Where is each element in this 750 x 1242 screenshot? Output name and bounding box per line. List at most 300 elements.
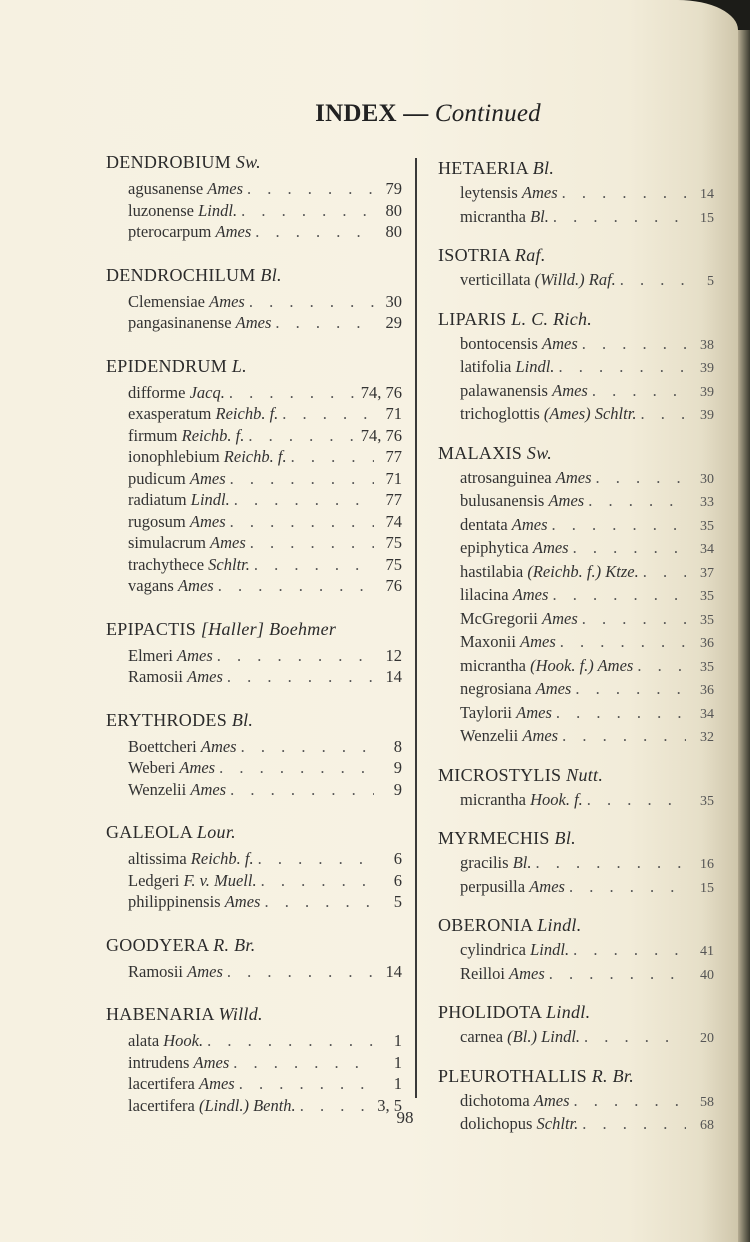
- species-list: [438, 852, 714, 899]
- leader-dots: [569, 537, 686, 559]
- page-ref: 16: [700, 857, 714, 872]
- species-list: [106, 736, 402, 801]
- species-author: Ames: [516, 702, 552, 722]
- leader-dots: [245, 291, 374, 313]
- species-name: Taylorii: [460, 702, 512, 722]
- species-author: Ames: [235, 313, 272, 332]
- genus-section: [106, 708, 402, 801]
- species-list: [106, 291, 402, 334]
- genus-section: [106, 150, 402, 243]
- index-entry: [128, 532, 402, 554]
- genus-author: Sw.: [235, 152, 261, 172]
- index-entry: [128, 554, 402, 576]
- leader-dots: [260, 891, 374, 913]
- leader-dots: [548, 514, 686, 536]
- species-author: Ames: [533, 1090, 570, 1110]
- genus-heading: [438, 307, 714, 331]
- genus-heading: [106, 263, 402, 287]
- genus-name: LIPARIS: [438, 308, 507, 329]
- page-ref: 77: [385, 447, 402, 466]
- species-name: Maxonii: [460, 632, 516, 651]
- species-author: Ames: [207, 179, 244, 198]
- leader-dots: [583, 789, 686, 811]
- leader-dots: [554, 356, 686, 378]
- index-entry: [460, 655, 714, 679]
- leader-dots: [532, 852, 687, 874]
- genus-name: GOODYERA: [106, 934, 209, 955]
- page-ref: 35: [700, 659, 714, 675]
- species-author: Ames: [187, 667, 223, 686]
- genus-author: Willd.: [218, 1004, 263, 1024]
- genus-name: MYRMECHIS: [438, 828, 550, 848]
- species-name: Weberi: [128, 758, 176, 777]
- species-name: micrantha: [460, 206, 526, 226]
- genus-section: [438, 441, 714, 749]
- species-name: pterocarpum: [128, 222, 212, 241]
- genus-name: GALEOLA: [106, 822, 193, 842]
- species-name: dolichopus: [460, 1114, 533, 1133]
- species-name: Elmeri: [128, 645, 173, 665]
- leader-dots: [229, 1052, 374, 1074]
- index-column-right: [438, 156, 714, 1137]
- species-name: leytensis: [460, 183, 518, 202]
- page-ref: 76: [385, 576, 402, 595]
- species-author: Ames: [509, 963, 545, 983]
- species-author: (Hook. f.) Ames: [530, 655, 634, 675]
- page-ref: 34: [700, 706, 714, 722]
- species-name: pangasinanense: [128, 313, 232, 332]
- species-name: atrosanguinea: [460, 467, 552, 487]
- index-entry: [460, 490, 714, 514]
- species-author: Schltr.: [536, 1114, 579, 1133]
- leader-dots: [237, 200, 374, 222]
- page-ref: 30: [700, 471, 714, 487]
- page-ref: 71: [385, 468, 402, 488]
- genus-name: EPIPACTIS: [106, 618, 197, 639]
- index-entry: [460, 1026, 714, 1050]
- species-list: [106, 1030, 402, 1116]
- species-author: Ames: [224, 892, 261, 911]
- page-ref: 20: [700, 1031, 714, 1046]
- leader-dots: [616, 269, 686, 291]
- page-ref: 30: [385, 291, 402, 311]
- species-name: luzonense: [128, 200, 194, 220]
- index-entry: [128, 575, 402, 597]
- species-name: altissima: [128, 849, 187, 868]
- genus-name: ISOTRIA: [438, 245, 511, 265]
- page-ref: 39: [700, 384, 714, 400]
- page-ref: 71: [385, 404, 402, 423]
- leader-dots: [235, 1073, 374, 1095]
- species-name: lacertifera: [128, 1095, 195, 1115]
- genus-section: [438, 1000, 714, 1050]
- species-author: Bl.: [530, 206, 549, 226]
- genus-section: [106, 263, 402, 334]
- leader-dots: [278, 403, 374, 425]
- genus-author: Raf.: [514, 245, 546, 265]
- species-author: Reichb. f.: [190, 849, 254, 868]
- species-name: vagans: [128, 576, 174, 595]
- species-name: firmum: [128, 425, 178, 445]
- species-list: [438, 333, 714, 427]
- genus-heading: [438, 763, 714, 787]
- page-ref: 35: [700, 518, 714, 534]
- leader-dots: [223, 666, 374, 688]
- index-entry: [460, 380, 714, 404]
- index-entry: [128, 779, 402, 801]
- page-ref: 35: [700, 612, 714, 628]
- species-name: philippinensis: [128, 892, 221, 911]
- page-ref: 58: [700, 1094, 714, 1110]
- index-entry: [460, 561, 714, 585]
- species-author: Ames: [522, 726, 559, 745]
- genus-author: Sw.: [526, 442, 552, 463]
- leader-dots: [226, 468, 374, 490]
- page-ref: 35: [700, 793, 714, 809]
- index-entry: [128, 291, 402, 313]
- page-ref: 37: [700, 565, 714, 581]
- genus-author: R. Br.: [213, 934, 256, 955]
- species-name: Ramosii: [128, 961, 184, 981]
- genus-heading: [438, 156, 714, 180]
- index-entry: [460, 333, 714, 357]
- genus-author: Bl.: [554, 828, 576, 848]
- index-entry: [460, 182, 714, 206]
- column-divider: [415, 158, 417, 1098]
- species-list: [438, 1026, 714, 1050]
- species-author: Ames: [177, 576, 214, 595]
- leader-dots: [246, 532, 374, 554]
- leader-dots: [250, 554, 374, 576]
- species-author: Ames: [542, 608, 578, 628]
- leader-dots: [584, 490, 686, 512]
- species-author: Lindl.: [530, 940, 570, 959]
- leader-dots: [203, 1030, 374, 1052]
- species-author: Jacq.: [189, 382, 225, 402]
- genus-section: [106, 354, 402, 597]
- genus-author: Lindl.: [546, 1002, 591, 1022]
- index-entry: [460, 269, 714, 293]
- leader-dots: [639, 561, 686, 583]
- genus-author: Bl.: [532, 158, 555, 178]
- index-entry: [460, 608, 714, 632]
- leader-dots: [287, 446, 374, 468]
- leader-dots: [254, 848, 374, 870]
- species-author: Ames: [209, 291, 245, 311]
- index-entry: [128, 891, 402, 913]
- page-ref: 14: [385, 961, 402, 981]
- index-entry: [128, 736, 402, 758]
- species-name: radiatum: [128, 490, 187, 509]
- page-ref: 74, 76: [360, 382, 402, 402]
- genus-author: L. C. Rich.: [511, 308, 593, 329]
- index-entry: [460, 356, 714, 380]
- species-author: Bl.: [512, 853, 532, 872]
- leader-dots: [244, 425, 354, 447]
- species-name: intrudens: [128, 1052, 190, 1072]
- species-name: micrantha: [460, 789, 526, 809]
- page-ref: 1: [393, 1031, 402, 1050]
- index-entry: [460, 939, 714, 963]
- index-entry: [128, 870, 402, 892]
- species-name: Boettcheri: [128, 736, 197, 756]
- leader-dots: [558, 182, 686, 204]
- index-entry: [460, 514, 714, 538]
- leader-dots: [548, 584, 686, 606]
- index-entry: [128, 1052, 402, 1074]
- index-entry: [128, 1030, 402, 1052]
- species-author: Ames: [521, 183, 558, 202]
- index-entry: [128, 221, 402, 243]
- genus-section: [106, 933, 402, 983]
- page-ref: 5: [393, 892, 402, 911]
- index-entry: [460, 963, 714, 987]
- page-ref: 79: [385, 179, 402, 198]
- genus-heading: [106, 1002, 402, 1026]
- species-name: trichoglottis: [460, 404, 540, 423]
- species-author: (Lindl.) Benth.: [198, 1095, 296, 1115]
- genus-name: MICROSTYLIS: [438, 764, 562, 785]
- page-ref: 35: [700, 589, 714, 604]
- page-ref: 14: [385, 667, 402, 686]
- species-author: Ames: [210, 533, 246, 552]
- leader-dots: [569, 939, 686, 961]
- species-author: Ames: [189, 511, 226, 531]
- species-name: bontocensis: [460, 333, 538, 353]
- index-entry: [128, 468, 402, 490]
- species-author: (Ames) Schltr.: [543, 404, 637, 423]
- genus-section: [438, 826, 714, 899]
- page-ref: 15: [700, 210, 714, 226]
- species-name: alata: [128, 1031, 160, 1050]
- leader-dots: [633, 655, 686, 677]
- genus-name: OBERONIA: [438, 915, 533, 935]
- species-name: Ledgeri: [128, 870, 180, 890]
- index-entry: [128, 645, 402, 667]
- index-entry: [128, 312, 402, 334]
- species-name: palawanensis: [460, 380, 548, 400]
- genus-heading: [106, 617, 402, 641]
- index-entry: [460, 702, 714, 726]
- species-author: Ames: [177, 645, 213, 665]
- leader-dots: [213, 645, 374, 667]
- index-column-left: [106, 150, 402, 1116]
- index-entry: [128, 1073, 402, 1095]
- leader-dots: [243, 178, 374, 200]
- index-entry: [128, 178, 402, 200]
- leader-dots: [271, 312, 374, 334]
- species-author: Hook. f.: [530, 789, 583, 809]
- species-author: (Bl.) Lindl.: [507, 1027, 581, 1046]
- leader-dots: [580, 1026, 686, 1048]
- species-author: Lindl.: [198, 200, 238, 220]
- page-ref: 1: [393, 1074, 402, 1093]
- species-author: (Willd.) Raf.: [534, 270, 616, 289]
- leader-dots: [251, 221, 374, 243]
- genus-name: DENDROBIUM: [106, 152, 232, 172]
- index-entry: [128, 403, 402, 425]
- index-entry: [128, 200, 402, 222]
- species-name: dentata: [460, 514, 508, 534]
- leader-dots: [237, 736, 374, 758]
- species-author: Ames: [532, 538, 569, 557]
- genus-section: [106, 1002, 402, 1116]
- page-ref: 15: [700, 880, 714, 896]
- species-list: [106, 382, 402, 597]
- genus-name: HABENARIA: [106, 1004, 214, 1024]
- page-ref: 38: [700, 337, 714, 353]
- species-list: [438, 939, 714, 986]
- species-name: lilacina: [460, 585, 509, 604]
- species-name: epiphytica: [460, 538, 529, 557]
- page-edge: [738, 30, 750, 1242]
- index-entry: [460, 876, 714, 900]
- index-entry: [460, 206, 714, 230]
- species-name: cylindrica: [460, 940, 526, 959]
- species-name: trachythece: [128, 554, 205, 574]
- species-name: carnea: [460, 1027, 504, 1046]
- species-name: micrantha: [460, 655, 526, 675]
- leader-dots: [588, 380, 686, 402]
- leader-dots: [215, 757, 374, 779]
- species-name: verticillata: [460, 270, 531, 289]
- species-list: [438, 269, 714, 293]
- species-name: hastilabia: [460, 561, 524, 581]
- species-author: Ames: [542, 333, 578, 353]
- genus-name: MALAXIS: [438, 442, 523, 463]
- genus-author: [Haller] Boehmer: [200, 618, 337, 639]
- genus-heading: [438, 1064, 714, 1088]
- species-name: Wenzelii: [460, 726, 519, 745]
- index-entry: [460, 725, 714, 749]
- genus-section: [438, 307, 714, 427]
- species-author: F. v. Muell.: [183, 870, 257, 890]
- page-ref: 3, 5: [377, 1095, 402, 1115]
- species-name: Reilloi: [460, 963, 505, 983]
- species-author: Ames: [189, 468, 226, 488]
- page-ref: 9: [393, 779, 402, 799]
- species-author: Ames: [190, 779, 227, 799]
- page-ref: 68: [700, 1118, 714, 1133]
- page-ref: 39: [700, 361, 714, 376]
- species-list: [106, 848, 402, 913]
- leader-dots: [578, 333, 686, 355]
- genus-heading: [438, 441, 714, 465]
- index-entry: [128, 446, 402, 468]
- page-ref: 36: [700, 683, 714, 698]
- page-ref: 36: [700, 636, 714, 651]
- page-ref: 34: [700, 542, 714, 557]
- page-ref: 39: [700, 408, 714, 423]
- species-name: Wenzelii: [128, 779, 187, 799]
- page-ref: 75: [385, 533, 402, 552]
- genus-heading: [106, 150, 402, 174]
- index-entry: [460, 467, 714, 491]
- index-entry: [460, 631, 714, 655]
- species-author: Hook.: [163, 1031, 204, 1050]
- species-name: rugosum: [128, 511, 186, 531]
- species-name: gracilis: [460, 853, 509, 872]
- genus-name: HETAERIA: [438, 158, 528, 178]
- genus-name: PLEUROTHALLIS: [438, 1065, 587, 1086]
- page-ref: 80: [385, 200, 402, 220]
- species-author: Ames: [193, 1052, 230, 1072]
- genus-heading: [438, 1000, 714, 1024]
- species-name: McGregorii: [460, 608, 538, 628]
- leader-dots: [545, 963, 686, 985]
- genus-name: EPIDENDRUM: [106, 355, 228, 376]
- species-list: [438, 789, 714, 813]
- genus-author: Lindl.: [537, 915, 582, 935]
- leader-dots: [225, 382, 355, 404]
- species-author: Lindl.: [515, 357, 555, 376]
- species-name: perpusilla: [460, 876, 526, 896]
- page-ref: 74: [385, 511, 402, 531]
- genus-section: [106, 820, 402, 913]
- page-ref: 8: [393, 736, 402, 756]
- species-author: Ames: [215, 222, 252, 241]
- index-entry: [128, 382, 402, 404]
- species-name: exasperatum: [128, 404, 212, 423]
- page-ref: 5: [707, 274, 714, 289]
- species-author: Ames: [552, 380, 588, 400]
- genus-author: Bl.: [231, 709, 254, 730]
- leader-dots: [257, 870, 374, 892]
- index-entry: [128, 961, 402, 983]
- leader-dots: [565, 876, 686, 898]
- species-author: Ames: [529, 876, 565, 896]
- genus-heading: [438, 826, 714, 850]
- genus-heading: [106, 933, 402, 957]
- index-entry: [460, 403, 714, 427]
- species-name: pudicum: [128, 468, 186, 488]
- species-author: Schltr.: [208, 554, 250, 574]
- genus-section: [106, 617, 402, 688]
- page-ref: 12: [385, 645, 402, 665]
- genus-heading: [106, 708, 402, 732]
- species-name: latifolia: [460, 357, 512, 376]
- genus-heading: [438, 913, 714, 937]
- leader-dots: [558, 725, 686, 747]
- species-name: agusanense: [128, 179, 204, 198]
- species-list: [438, 467, 714, 749]
- page-title: INDEX — Continued: [315, 100, 541, 127]
- genus-section: [438, 243, 714, 293]
- index-entry: [128, 757, 402, 779]
- species-name: ionophlebium: [128, 447, 220, 466]
- species-author: Ames: [511, 514, 548, 534]
- leader-dots: [578, 608, 686, 630]
- page-ref: 9: [393, 758, 402, 777]
- page-ref: 75: [385, 554, 402, 574]
- leader-dots: [552, 702, 686, 724]
- species-author: Ames: [520, 632, 556, 651]
- page-ref: 33: [700, 495, 714, 510]
- page-ref: 77: [385, 490, 402, 509]
- species-name: dichotoma: [460, 1090, 530, 1110]
- leader-dots: [223, 961, 374, 983]
- species-author: Ames: [200, 736, 237, 756]
- leader-dots: [556, 631, 686, 653]
- page-ref: 29: [385, 313, 402, 332]
- species-name: Ramosii: [128, 667, 184, 686]
- index-entry: [460, 789, 714, 813]
- species-list: [438, 182, 714, 229]
- leader-dots: [226, 511, 374, 533]
- genus-author: L.: [231, 355, 247, 376]
- genus-heading: [106, 354, 402, 378]
- species-name: bulusanensis: [460, 491, 545, 510]
